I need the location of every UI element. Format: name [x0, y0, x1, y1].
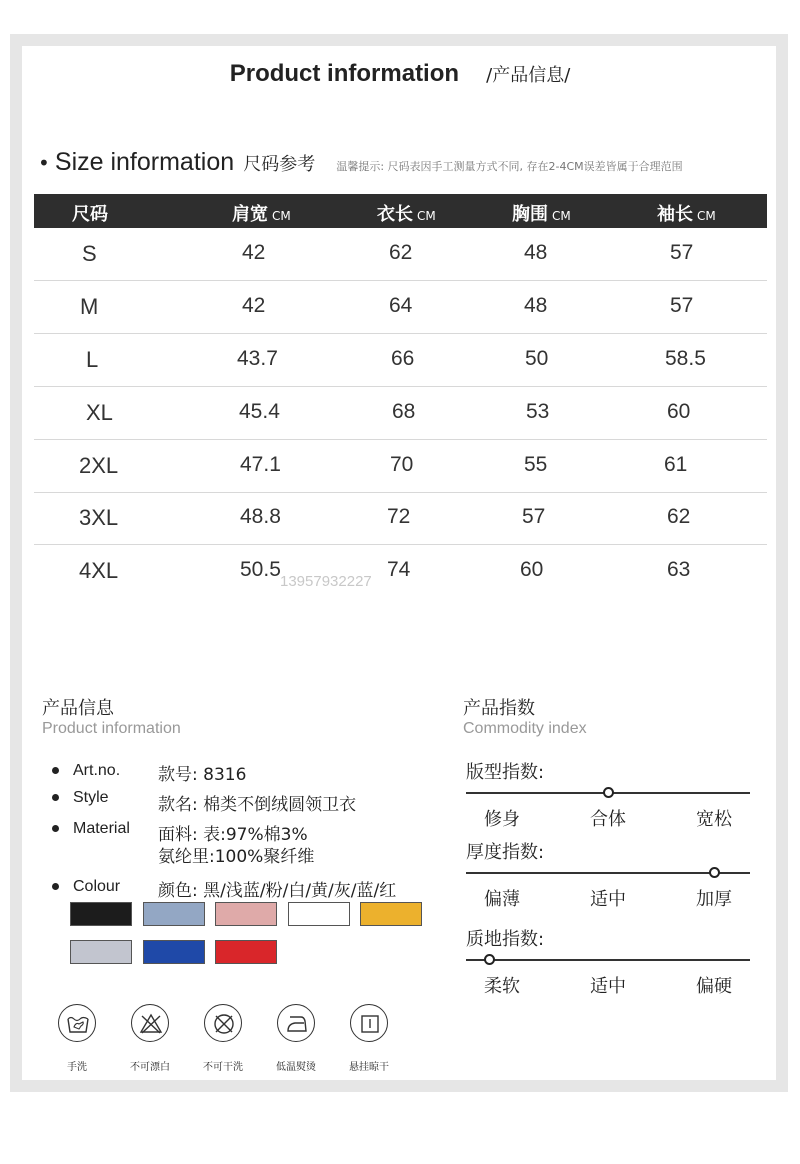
sleeve-cell: 60	[667, 400, 691, 423]
style-label: Style	[52, 787, 109, 807]
size-tip: 温馨提示: 尺码表因手工测量方式不同, 存在2-4CM误差皆属于合理范围	[336, 160, 683, 173]
length-cell: 66	[391, 347, 415, 370]
sleeve-cell: 58.5	[665, 347, 706, 370]
art-no-label: Art.no.	[52, 760, 120, 780]
length-cell: 64	[389, 294, 413, 317]
chest-cell: 60	[520, 558, 544, 581]
swatch-gray	[70, 940, 132, 964]
thickness-index-marker	[709, 867, 720, 878]
shoulder-cell: 45.4	[239, 400, 280, 423]
swatch-pink	[215, 902, 277, 926]
swatch-black	[70, 902, 132, 926]
chest-cell: 48	[524, 241, 548, 264]
art-no-value: 款号: 8316	[158, 765, 247, 785]
commodity-index-title-cn: 产品指数	[463, 698, 535, 719]
length-cell: 74	[387, 558, 411, 581]
size-cell: 4XL	[79, 558, 119, 583]
hand-wash-label: 手洗	[67, 1062, 87, 1073]
swatch-white	[288, 902, 350, 926]
no-dry-clean-icon	[204, 1004, 242, 1042]
thickness-option-thick: 加厚	[696, 889, 732, 910]
material-value-line1: 面料: 表:97%棉3%	[158, 825, 308, 845]
sleeve-cell: 61	[664, 453, 688, 476]
fit-option-loose: 宽松	[696, 809, 732, 830]
size-cell: S	[82, 241, 97, 266]
texture-option-hard: 偏硬	[696, 976, 732, 997]
length-cell: 62	[389, 241, 413, 264]
swatch-light-blue	[143, 902, 205, 926]
chest-cell: 57	[522, 505, 546, 528]
sleeve-cell: 62	[667, 505, 691, 528]
low-iron-label: 低温熨烫	[276, 1062, 316, 1073]
style-value: 款名: 棉类不倒绒圆领卫衣	[158, 795, 357, 815]
no-dry-clean-label: 不可干洗	[203, 1062, 243, 1073]
fit-option-regular: 合体	[590, 809, 626, 830]
hang-dry-label: 悬挂晾干	[349, 1062, 389, 1073]
no-bleach-icon	[131, 1004, 169, 1042]
thickness-option-medium: 适中	[590, 889, 626, 910]
commodity-index-title-en: Commodity index	[463, 720, 587, 737]
texture-option-medium: 适中	[590, 976, 626, 997]
hang-dry-icon	[350, 1004, 388, 1042]
sleeve-cell: 63	[667, 558, 691, 581]
table-row	[34, 387, 767, 440]
col-header-length: 衣长 CM	[377, 204, 436, 225]
material-label: Material	[52, 818, 130, 838]
chest-cell: 55	[524, 453, 548, 476]
phone-watermark: 13957932227	[280, 573, 372, 590]
texture-index-label: 质地指数:	[466, 929, 545, 950]
length-cell: 70	[390, 453, 414, 476]
swatch-blue	[143, 940, 205, 964]
texture-option-soft: 柔软	[484, 976, 520, 997]
bullet-dot: •	[38, 151, 50, 175]
product-info-title-en: Product information	[42, 720, 181, 737]
texture-index-scale	[466, 959, 750, 961]
shoulder-cell: 47.1	[240, 453, 281, 476]
fit-option-slim: 修身	[484, 809, 520, 830]
shoulder-cell: 50.5	[240, 558, 281, 581]
product-info-title-cn: 产品信息	[42, 698, 114, 719]
size-info-heading	[38, 148, 778, 177]
col-header-size: 尺码	[72, 204, 108, 225]
swatch-yellow	[360, 902, 422, 926]
thickness-index-label: 厚度指数:	[466, 842, 545, 863]
col-header-sleeve: 袖长 CM	[657, 204, 716, 225]
shoulder-cell: 43.7	[237, 347, 278, 370]
size-info-title-cn: 尺码参考	[243, 154, 316, 175]
size-info-title-en: Size information	[54, 148, 235, 176]
fit-index-marker	[603, 787, 614, 798]
col-header-chest: 胸围 CM	[512, 204, 571, 225]
material-value-line2: 氨纶里:100%聚纤维	[158, 847, 315, 867]
colour-value: 颜色: 黑/浅蓝/粉/白/黄/灰/蓝/红	[158, 881, 397, 901]
chest-cell: 48	[524, 294, 548, 317]
table-row	[34, 545, 767, 597]
thickness-index-scale	[466, 872, 750, 874]
table-row	[34, 440, 767, 493]
table-row	[34, 281, 767, 334]
table-row	[34, 334, 767, 387]
shoulder-cell: 42	[242, 294, 266, 317]
no-bleach-label: 不可漂白	[130, 1062, 170, 1073]
page-title-en: Product information	[229, 60, 460, 87]
chest-cell: 53	[526, 400, 550, 423]
size-cell: 3XL	[79, 505, 119, 530]
size-cell: XL	[86, 400, 113, 425]
swatch-red	[215, 940, 277, 964]
table-row	[34, 228, 767, 281]
shoulder-cell: 42	[242, 241, 266, 264]
size-cell: L	[86, 347, 99, 372]
size-cell: 2XL	[79, 453, 119, 478]
shoulder-cell: 48.8	[240, 505, 281, 528]
page-title-cn: /产品信息/	[486, 65, 571, 86]
col-header-shoulder: 肩宽 CM	[232, 204, 291, 225]
length-cell: 72	[387, 505, 411, 528]
chest-cell: 50	[525, 347, 549, 370]
texture-index-marker	[484, 954, 495, 965]
table-row	[34, 492, 767, 545]
sleeve-cell: 57	[670, 294, 694, 317]
page-title	[0, 60, 800, 88]
colour-label: Colour	[52, 876, 120, 896]
hand-wash-icon	[58, 1004, 96, 1042]
sleeve-cell: 57	[670, 241, 694, 264]
low-iron-icon	[277, 1004, 315, 1042]
size-cell: M	[80, 294, 99, 319]
fit-index-label: 版型指数:	[466, 762, 545, 783]
thickness-option-thin: 偏薄	[484, 889, 520, 910]
size-table-header	[34, 194, 767, 228]
length-cell: 68	[392, 400, 416, 423]
